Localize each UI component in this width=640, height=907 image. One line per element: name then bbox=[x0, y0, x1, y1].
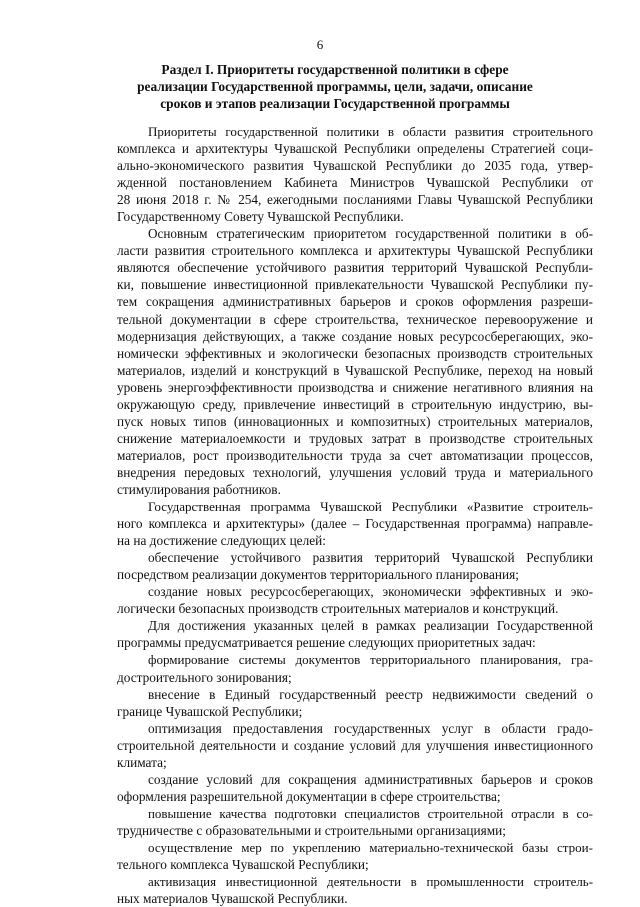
goal-item bbox=[117, 583, 593, 617]
text-line: ки, повышение инвестиционной привлекательности Чувашской Республики пу- bbox=[117, 277, 593, 293]
text-line: 28 июня 2018 г. № 254, ежегодными посланиями Главы Чувашской Республики bbox=[117, 192, 593, 208]
task-item bbox=[117, 651, 593, 685]
text-line: материалов, рост производительности труда за счет автоматизации процессов, bbox=[117, 447, 593, 463]
text-line: ного комплекса и архитектуры» (далее – Государственная программа) направле- bbox=[117, 516, 593, 532]
text-line: жденной постановлением Кабинета Министров Чувашской Республики от bbox=[117, 175, 593, 191]
text-line: достроительного зонирования; bbox=[117, 669, 292, 685]
text-line: ных материалов Чувашской Республики. bbox=[117, 891, 348, 907]
page-number: 6 bbox=[316, 37, 324, 52]
text-line: ально-экономического развития Чувашской Республики до 2035 года, утвер- bbox=[117, 158, 593, 174]
task-item bbox=[117, 720, 593, 771]
text-line: создание условий для сокращения административных барьеров и сроков bbox=[148, 771, 593, 787]
paragraph-priorities bbox=[117, 123, 593, 225]
task-item bbox=[117, 805, 593, 839]
paragraph-strategic-priority bbox=[117, 225, 593, 498]
text-line: материалов, изделий и конструкций в Чувашской Республике, переход на новый bbox=[117, 362, 593, 378]
text-line: границе Чувашской Республики; bbox=[117, 703, 303, 719]
section-title bbox=[80, 61, 590, 112]
section-title-line: сроков и этапов реализации Государственной программы bbox=[160, 96, 510, 111]
text-line: программы предусматривается решение следующих приоритетных задач: bbox=[117, 635, 536, 651]
text-line: климата; bbox=[117, 754, 167, 770]
text-line: оптимизация предоставления государственных услуг в области градо- bbox=[148, 720, 593, 736]
text-line: тельной документации в сфере строительства, техническое перевооружение и bbox=[117, 311, 593, 327]
text-line: создание новых ресурсосберегающих, экономически эффективных и эко- bbox=[148, 584, 593, 600]
text-line: номически эффективных и экологически безопасных производств строительных bbox=[117, 345, 593, 361]
text-line: повышение качества подготовки специалистов строительной отрасли в со- bbox=[148, 805, 593, 821]
text-line: посредством реализации документов территориального планирования; bbox=[117, 567, 519, 583]
text-line: внесение в Единый государственный реестр недвижимости сведений о bbox=[148, 686, 593, 702]
text-line: обеспечение устойчивого развития территорий Чувашской Республики bbox=[148, 550, 593, 566]
text-line: оформления разрешительной документации в сфере строительства; bbox=[117, 788, 501, 804]
text-line: модернизация действующих, а также создание новых ресурсосберегающих, эко- bbox=[117, 328, 593, 344]
text-line: формирование системы документов территориального планирования, гра- bbox=[148, 652, 593, 668]
section-title-line: Раздел I. Приоритеты государственной политики в сфере bbox=[161, 62, 509, 77]
text-line: строительной деятельности и создание условий для улучшения инвестиционного bbox=[117, 737, 593, 753]
text-line: Государственная программа Чувашской Республики «Развитие строитель- bbox=[148, 499, 593, 515]
goal-item bbox=[117, 549, 593, 583]
paragraph-program-goals bbox=[117, 498, 593, 549]
text-line: осуществление мер по укреплению материально-технической базы строи- bbox=[148, 839, 593, 855]
task-item bbox=[117, 771, 593, 805]
section-title-line: реализации Государственной программы, цели, задачи, описание bbox=[137, 79, 533, 94]
text-line: активизация инвестиционной деятельности в промышленности строитель- bbox=[148, 874, 593, 890]
text-line: снижение материалоемкости и трудовых затрат в производстве строительных bbox=[117, 430, 593, 446]
text-line: Приоритеты государственной политики в области развития строительного bbox=[148, 124, 593, 139]
text-line: трудничестве с образовательными и строительными организациями; bbox=[117, 822, 506, 838]
text-line: внедрения передовых технологий, улучшения условий труда и материального bbox=[117, 464, 593, 480]
text-line: логически безопасных производств строительных материалов и конструкций. bbox=[117, 601, 559, 617]
text-line: являются обеспечение устойчивого развития территорий Чувашской Республи- bbox=[117, 260, 593, 276]
text-line: стимулирования работников. bbox=[117, 481, 281, 497]
text-line: Основным стратегическим приоритетом государственной политики в об- bbox=[148, 226, 593, 242]
text-line: Для достижения указанных целей в рамках реализации Государственной bbox=[148, 618, 593, 634]
text-line: на на достижение следующих целей: bbox=[117, 533, 326, 549]
text-line: Государственному Совету Чувашской Республики. bbox=[117, 209, 404, 225]
text-line: ласти развития строительного комплекса и архитектуры Чувашской Республики bbox=[117, 243, 593, 259]
task-item bbox=[117, 839, 593, 873]
text-line: комплекса и архитектуры Чувашской Республики определены Стратегией соци- bbox=[117, 141, 593, 157]
text-line: уровень энергоэффективности производства и снижение негативного влияния на bbox=[117, 379, 593, 395]
text-line: окружающую среду, привлечение инвестиций в строительную индустрию, вы- bbox=[117, 396, 593, 412]
task-item bbox=[117, 686, 593, 720]
text-line: пуск новых типов (инновационных и композитных) строительных материалов, bbox=[117, 413, 593, 429]
document-body bbox=[117, 123, 593, 907]
text-line: тем сокращения административных барьеров и сроков оформления разреши- bbox=[117, 294, 593, 310]
task-item bbox=[117, 873, 593, 907]
paragraph-program-tasks bbox=[117, 617, 593, 651]
text-line: тельного комплекса Чувашской Республики; bbox=[117, 857, 369, 873]
